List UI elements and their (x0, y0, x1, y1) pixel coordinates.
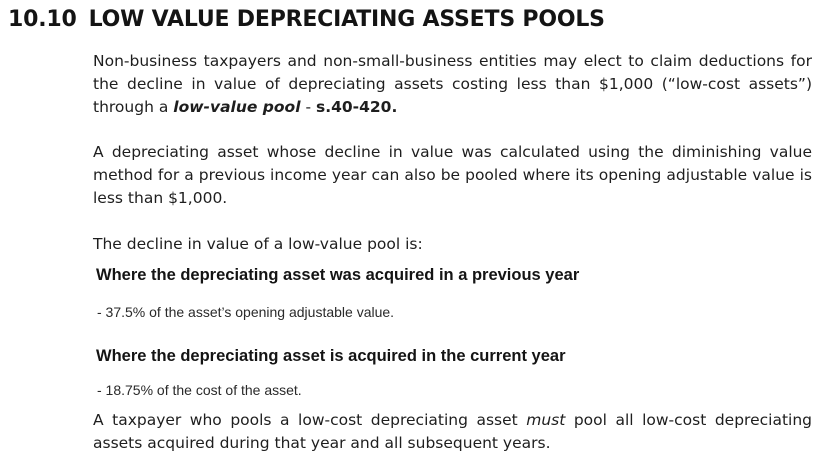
section-reference: s.40-420. (315, 98, 398, 116)
section-title: LOW VALUE DEPRECIATING ASSETS POOLS (88, 7, 605, 32)
current-year-heading: Where the depreciating asset is acquired in the current year (96, 347, 566, 365)
intro-paragraph (93, 50, 812, 119)
pooling-rule-paragraph (93, 409, 812, 455)
diminishing-value-paragraph: A depreciating asset whose decline in value was calculated using the diminishing value method for a previous income year can also be pooled where its opening adjustable value is less than $1,000. (93, 143, 812, 207)
current-year-rate: - 18.75% of the cost of the asset. (97, 382, 302, 398)
must-emphasis: must (526, 411, 566, 429)
intro-text: Non-business taxpayers and non-small-business entities may elect to claim deductions for the decline in value of depreciating assets costing less than $1,000 (“low-cost assets”) through a (93, 52, 812, 116)
decline-intro-paragraph: The decline in value of a low-value pool is: (93, 235, 423, 253)
previous-year-heading: Where the depreciating asset was acquired in a previous year (96, 266, 580, 284)
previous-year-rate: - 37.5% of the asset’s opening adjustable value. (97, 304, 395, 320)
low-value-pool-term: low-value pool (173, 98, 301, 116)
pooling-rule-text-start: A taxpayer who pools a low-cost depreciating asset (93, 411, 527, 429)
intro-separator: - (300, 98, 316, 116)
section-heading (8, 6, 605, 34)
section-number: 10.10 (8, 7, 77, 32)
pooling-rule-text-end: pool all low-cost depreciating assets acquired during that year and all subsequent years. (93, 411, 812, 452)
